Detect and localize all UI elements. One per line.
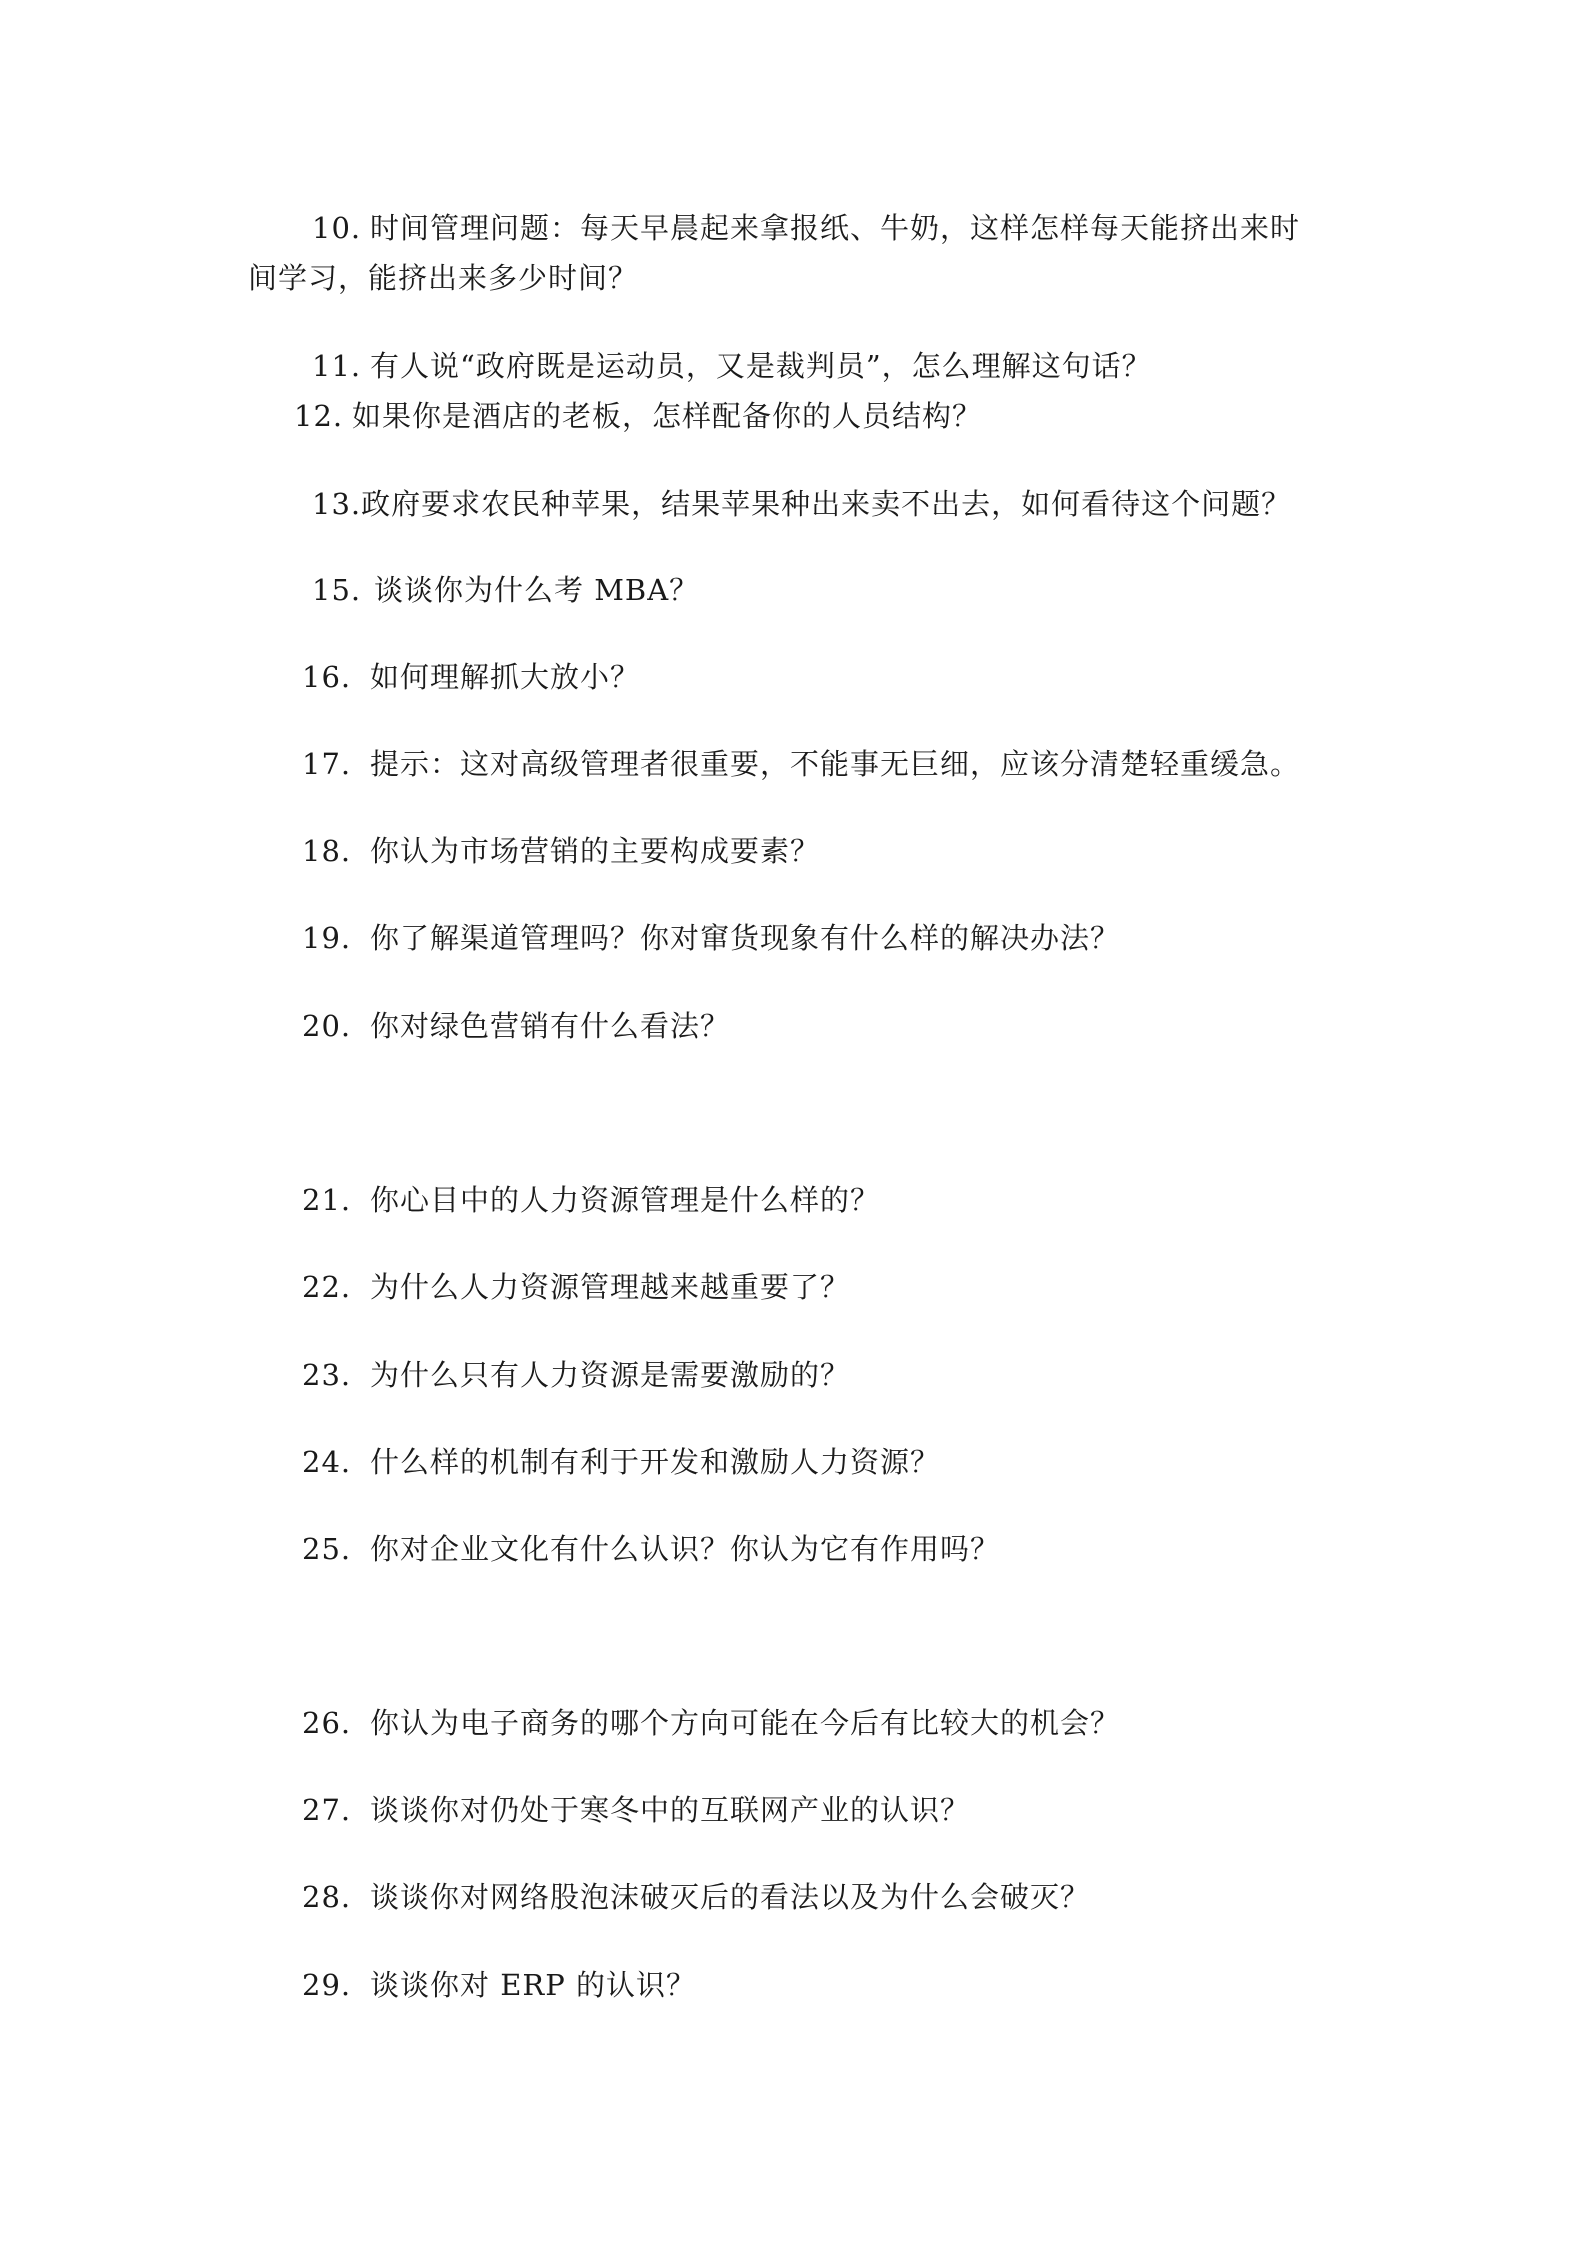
question-13 <box>312 484 1291 524</box>
question-19 <box>302 918 1120 958</box>
question-24 <box>302 1442 940 1482</box>
question-text: 有人说“政府既是运动员，又是裁判员”，怎么理解这句话？ <box>370 349 1152 383</box>
question-text: 如果你是酒店的老板，怎样配备你的人员结构？ <box>352 399 983 433</box>
question-number: 18. <box>302 834 352 868</box>
question-10-continuation <box>248 258 638 298</box>
question-number: 19. <box>302 921 352 955</box>
question-text: 你认为市场营销的主要构成要素？ <box>370 834 821 868</box>
question-number: 26. <box>302 1706 352 1740</box>
question-text: 你对企业文化有什么认识？你认为它有作用吗？ <box>370 1532 1001 1566</box>
question-number: 12. <box>294 399 344 433</box>
question-text: 谈谈你为什么考 MBA？ <box>374 573 700 607</box>
question-number: 20. <box>302 1009 352 1043</box>
question-number: 23. <box>302 1358 352 1392</box>
question-21 <box>302 1180 880 1220</box>
question-number: 25. <box>302 1532 352 1566</box>
question-29 <box>302 1965 696 2005</box>
question-number: 28. <box>302 1880 352 1914</box>
question-16 <box>302 657 640 697</box>
question-27 <box>302 1790 970 1830</box>
question-23 <box>302 1355 850 1395</box>
question-text: 你对绿色营销有什么看法？ <box>370 1009 731 1043</box>
question-text: 谈谈你对仍处于寒冬中的互联网产业的认识？ <box>370 1793 971 1827</box>
question-text: 你了解渠道管理吗？你对窜货现象有什么样的解决办法？ <box>370 921 1121 955</box>
question-22 <box>302 1267 850 1307</box>
question-number: 21. <box>302 1183 352 1217</box>
question-number: 24. <box>302 1445 352 1479</box>
question-number: 11. <box>312 349 362 383</box>
question-number: 13. <box>312 487 362 521</box>
question-text: 你认为电子商务的哪个方向可能在今后有比较大的机会？ <box>370 1706 1121 1740</box>
question-text: 什么样的机制有利于开发和激励人力资源？ <box>370 1445 941 1479</box>
question-number: 10. <box>312 211 362 245</box>
question-text: 为什么只有人力资源是需要激励的？ <box>370 1358 851 1392</box>
question-number: 22. <box>302 1270 352 1304</box>
question-text: 政府要求农民种苹果，结果苹果种出来卖不出去，如何看待这个问题？ <box>361 487 1292 521</box>
question-26 <box>302 1703 1120 1743</box>
question-number: 17. <box>302 747 352 781</box>
question-text: 你心目中的人力资源管理是什么样的？ <box>370 1183 881 1217</box>
question-text: 间学习，能挤出来多少时间？ <box>248 261 639 295</box>
question-number: 16. <box>302 660 352 694</box>
question-text: 提示：这对高级管理者很重要，不能事无巨细，应该分清楚轻重缓急。 <box>370 747 1301 781</box>
question-text: 谈谈你对网络股泡沫破灭后的看法以及为什么会破灭？ <box>370 1880 1091 1914</box>
question-number: 15. <box>312 573 362 607</box>
question-12 <box>294 396 982 436</box>
question-17 <box>302 744 1300 784</box>
question-10 <box>312 208 1372 248</box>
question-text: 为什么人力资源管理越来越重要了？ <box>370 1270 851 1304</box>
question-number: 27. <box>302 1793 352 1827</box>
question-15 <box>312 570 699 610</box>
question-text: 时间管理问题：每天早晨起来拿报纸、牛奶，这样怎样每天能挤出来时 <box>370 211 1301 245</box>
question-18 <box>302 831 820 871</box>
question-20 <box>302 1006 730 1046</box>
question-28 <box>302 1877 1090 1917</box>
question-number: 29. <box>302 1968 352 2002</box>
question-text: 如何理解抓大放小？ <box>370 660 641 694</box>
question-text: 谈谈你对 ERP 的认识？ <box>370 1968 696 2002</box>
question-11 <box>312 346 1152 386</box>
question-25 <box>302 1529 1000 1569</box>
